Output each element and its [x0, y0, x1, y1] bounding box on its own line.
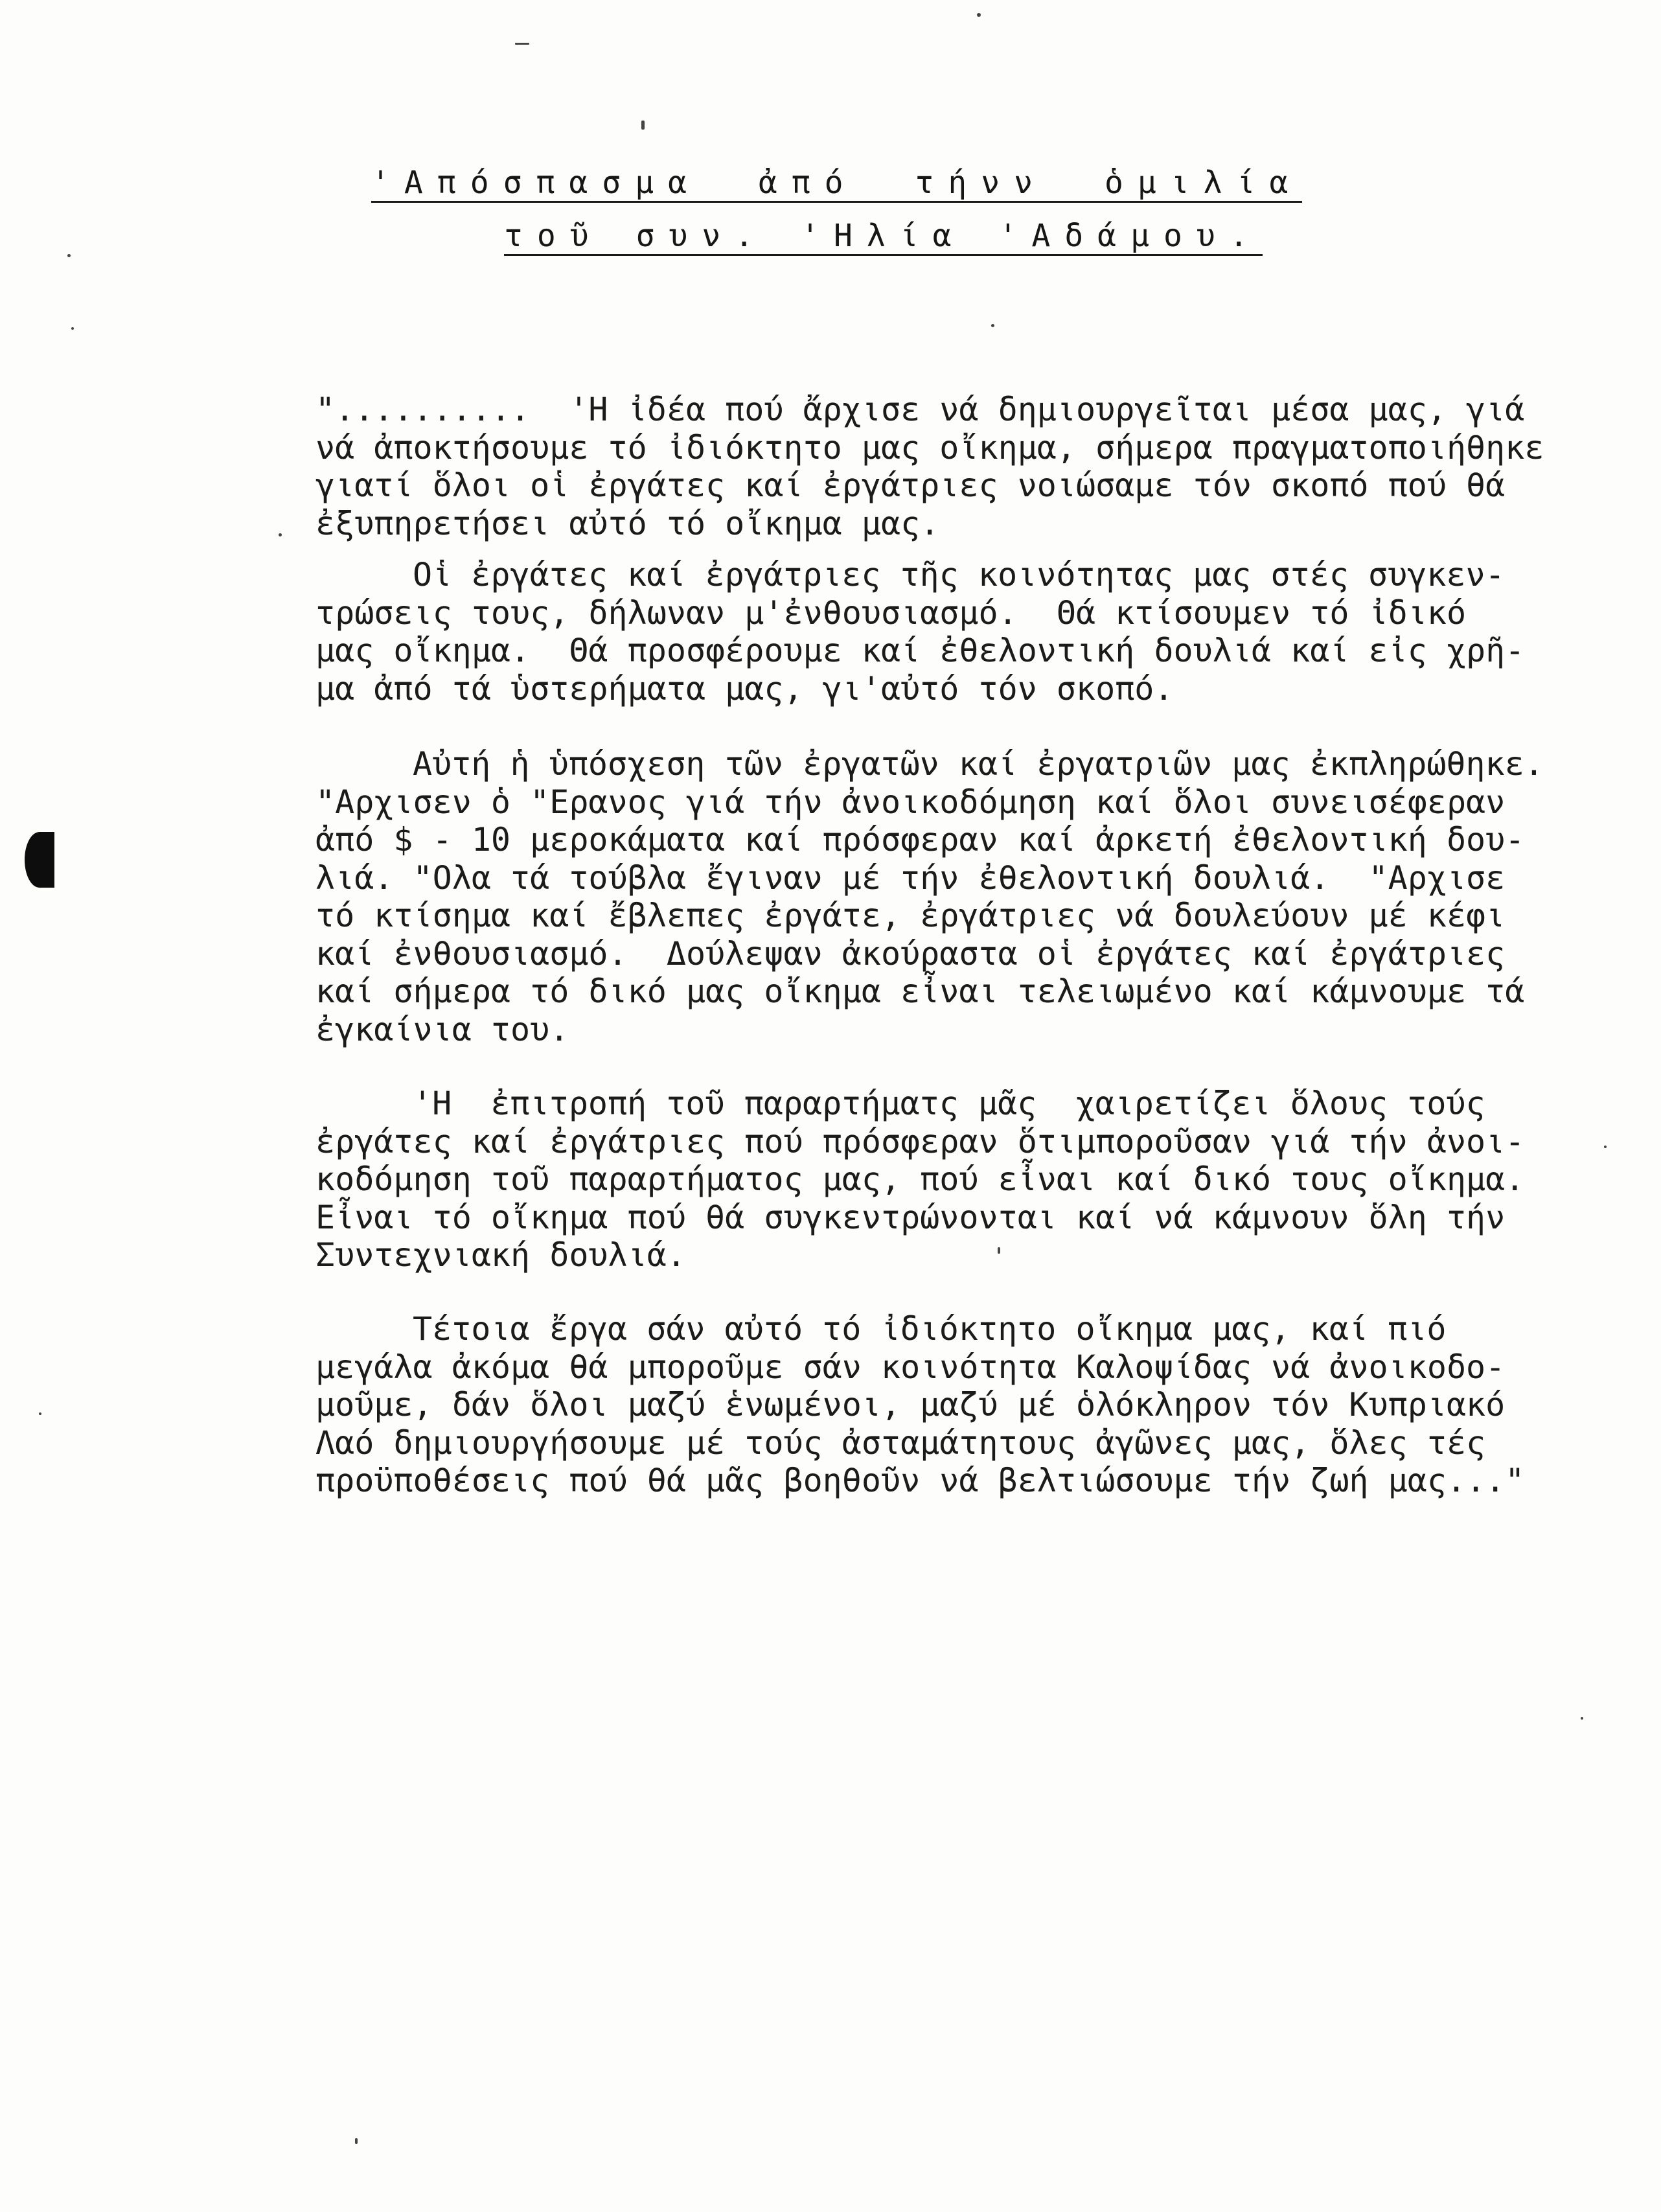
body-line: "Αρχισεν ὁ "Ερανος γιά τήν ἀνοικοδόμηση καί ὅλοι συνεισέφεραν	[315, 783, 1506, 821]
body-line: Εἶναι τό οἴκημα πού θά συγκεντρώνονται καί νά κάμνουν ὅλη τήν	[315, 1198, 1506, 1236]
body-line: Οἱ ἐργάτες καί ἐργάτριες τῆς κοινότητας μας στές συγκεν-	[413, 556, 1505, 593]
body-line: καί ἐνθουσιασμό. Δούλεψαν ἀκούραστα οἱ ἐργάτες καί ἐργάτριες	[315, 934, 1506, 973]
scan-speck	[71, 327, 74, 330]
body-line: 'Η ἐπιτροπή τοῦ παραρτήματς μᾶς χαιρετίζει ὅλους τούς	[413, 1085, 1485, 1122]
paragraph	[315, 745, 1544, 1048]
body-line: Τέτοια ἔργα σάν αὐτό τό ἰδιόκτητο οἴκημα μας, καί πιό	[413, 1310, 1447, 1348]
body-line: καί σήμερα τό δικό μας οἴκημα εἶναι τελειωμένο καί κάμνουμε τά	[315, 973, 1525, 1010]
paragraph	[315, 556, 1524, 708]
document-subtitle-line: τοῦ συν. 'Ηλία 'Αδάμου.	[504, 220, 1263, 256]
body-line: ἐξυπηρετήσει αὐτό τό οἴκημα μας.	[315, 504, 940, 542]
body-line: μεγάλα ἀκόμα θά μποροῦμε σάν κοινότητα Καλοψίδας νά ἀνοικοδο-	[315, 1348, 1506, 1386]
body-line: μας οἴκημα. Θά προσφέρουμε καί ἐθελοντική δουλιά καί εἰς χρῆ-	[315, 632, 1525, 669]
scan-speck	[977, 13, 981, 17]
body-line: Αὐτή ἡ ὑπόσχεση τῶν ἐργατῶν καί ἐργατριῶν μας ἐκπληρώθηκε.	[413, 745, 1544, 783]
scan-speck	[279, 533, 282, 536]
body-line: γιατί ὅλοι οἱ ἐργάτες καί ἐργάτριες νοιώσαμε τόν σκοπό πού θά	[315, 467, 1506, 504]
scan-speck	[39, 1412, 41, 1415]
body-line: ἐργάτες καί ἐργάτριες πού πρόσφεραν ὅτιμποροῦσαν γιά τήν ἀνοι-	[315, 1122, 1525, 1160]
body-line: Συντεχνιακή δουλιά.	[315, 1236, 686, 1274]
scan-speck	[515, 43, 529, 45]
body-line: τρώσεις τους, δήλωναν μ'ἐνθουσιασμό. Θά κτίσουμεν τό ἰδικό	[315, 593, 1467, 632]
body-line: Λαό δημιουργήσουμε μέ τούς ἀσταμάτητους ἀγῶνες μας, ὅλες τές	[315, 1423, 1486, 1462]
body-line: κοδόμηση τοῦ παραρτήματος μας, πού εἶναι καί δικό τους οἴκημα.	[315, 1160, 1525, 1198]
body-line: ἐγκαίνια του.	[315, 1010, 569, 1048]
scan-speck	[67, 254, 71, 257]
body-line: προϋποθέσεις πού θά μᾶς βοηθοῦν νά βελτιώσουμε τήν ζωή μας..."	[315, 1462, 1525, 1499]
scan-speck	[355, 2138, 358, 2144]
scan-speck	[1581, 1717, 1583, 1720]
scan-speck	[991, 324, 994, 327]
paragraph	[315, 391, 1544, 542]
scan-speck	[1604, 1146, 1607, 1148]
paragraph	[315, 1085, 1524, 1274]
scan-speck	[641, 121, 645, 130]
body-line: νά ἀποκτήσουμε τό ἰδιόκτητο μας οἴκημα, σήμερα πραγματοποιήθηκε	[315, 428, 1544, 467]
punch-hole	[25, 832, 54, 888]
body-line: λιά. "Ολα τά τούβλα ἔγιναν μέ τήν ἐθελοντική δουλιά. "Αρχισε	[315, 858, 1506, 897]
body-line: μα ἀπό τά ὑστερήματα μας, γι'αὐτό τόν σκοπό.	[315, 669, 1174, 708]
document-title-line: 'Απόσπασμα ἀπό τήνν ὁμιλία	[371, 167, 1302, 203]
body-line: μοῦμε, δάν ὅλοι μαζύ ἑνωμένοι, μαζύ μέ ὁλόκληρον τόν Κυπριακό	[315, 1386, 1506, 1423]
body-line: τό κτίσημα καί ἔβλεπες ἐργάτε, ἐργάτριες νά δουλεύουν μέ κέφι	[315, 897, 1506, 934]
paragraph	[315, 1310, 1524, 1500]
body-line: ".......... 'Η ἰδέα πού ἄρχισε νά δημιουργεῖται μέσα μας, γιά	[315, 391, 1525, 428]
body-line: ἀπό $ - 10 μεροκάματα καί πρόσφεραν καί ἀρκετή ἐθελοντική δου-	[315, 821, 1525, 858]
